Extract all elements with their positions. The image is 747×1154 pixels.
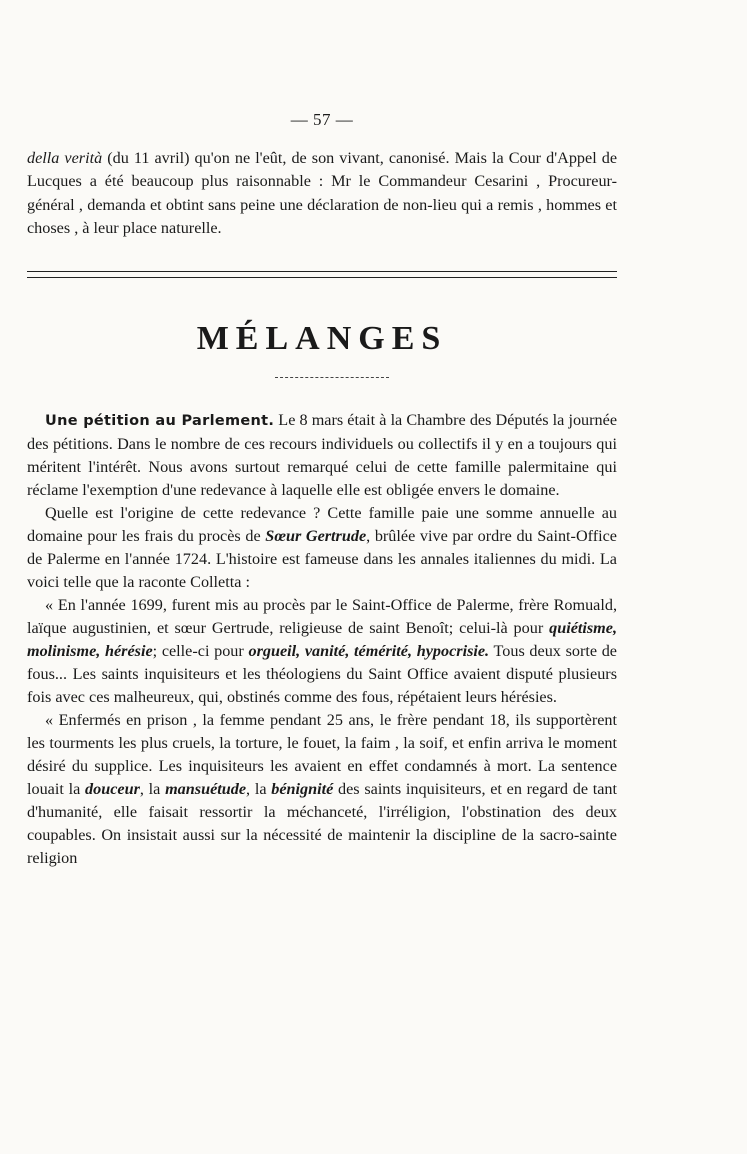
page-number: — 57 —: [290, 110, 354, 129]
article-text: « En l'année 1699, furent mis au procès par le Saint-Office de Palerme, frère Romuald, laïque augustinien, et sœur Gertrude, religieuse de saint Benoît; celui-là pour: [27, 596, 617, 637]
article-italic: douceur: [85, 780, 140, 798]
article-heading: Une pétition au Parlement.: [45, 413, 275, 429]
intro-text: (du 11 avril) qu'on ne l'eût, de son vivant, canonisé. Mais la Cour d'Appel de Lucques a été beaucoup plus raisonnable : Mr le Commandeur Cesarini , Procureur-général , demanda et obtint sans peine une déclaration de non-lieu qui a remis , hommes et choses , à leur place naturelle.: [27, 149, 618, 238]
article: [27, 409, 617, 870]
section-title: MÉLANGES: [196, 320, 448, 357]
article-text: ; celle-ci pour: [152, 642, 249, 660]
ornamental-rule: [275, 377, 389, 378]
article-paragraph-3: [27, 594, 617, 709]
article-text: , la: [139, 780, 166, 798]
article-italic: Sœur Gertrude: [265, 527, 367, 545]
article-italic: mansuétude: [165, 780, 247, 798]
article-italic: orgueil, vanité, témérité, hypocrisie.: [248, 642, 490, 660]
article-text: Tous deux sorte de fous... Les saints inquisiteurs et les théologiens du Saint Office avaient disputé plusieurs fois avec ces malheureux, qui, obstinés comme des fous, répétaient leurs hérésies.: [27, 642, 617, 706]
article-text: des saints inquisiteurs, et en regard de tant d'humanité, elle faisait ressortir la méchanceté, l'irréligion, l'obstination des deux coupables. On insistait aussi sur la nécessité de maintenir la discipline de la sacro-sainte religion: [27, 780, 618, 867]
article-text: Le 8 mars était à la Chambre des Députés la journée des pétitions. Dans le nombre de ces recours individuels ou collectifs il y en a toujours qui méritent l'intérêt. Nous avons surtout remarqué celui de cette famille palermitaine qui réclame l'exemption d'une redevance à laquelle elle est obligée envers le domaine.: [27, 411, 618, 499]
article-italic: bénignité: [271, 780, 334, 798]
article-text: « Enfermés en prison , la femme pendant 25 ans, le frère pendant 18, ils supportèrent les tourments les plus cruels, la torture, le fouet, la faim , la soif, et enfin arriva le moment désiré du supplice. Les inquisiteurs les avaient en effet condamnés à mort. La sentence louait la: [27, 711, 617, 798]
intro-paragraph: [27, 147, 617, 241]
article-italic: quiétisme, molinisme, hérésie: [27, 619, 617, 660]
article-paragraph-1: [27, 409, 617, 502]
article-text: , la: [246, 780, 272, 798]
intro-italic: della verità: [27, 149, 103, 167]
double-rule-divider: [27, 271, 617, 278]
article-text: , brûlée vive par ordre du Saint-Office de Palerme en l'année 1724. L'histoire est fameuse dans les annales italiennes du midi. La voici telle que la raconte Colletta :: [27, 527, 617, 591]
article-paragraph-2: [27, 502, 617, 594]
article-paragraph-4: [27, 709, 617, 870]
article-text: Quelle est l'origine de cette redevance ? Cette famille paie une somme annuelle au domaine pour les frais du procès de: [27, 504, 617, 545]
